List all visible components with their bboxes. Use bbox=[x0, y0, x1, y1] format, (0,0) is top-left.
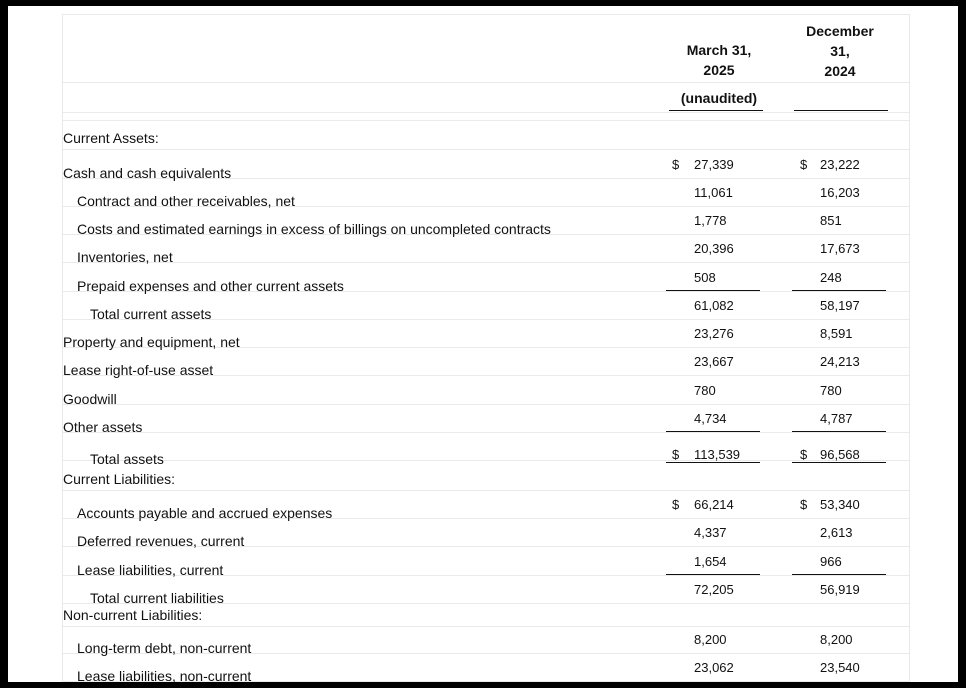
value-march-2025: 11,061 bbox=[694, 185, 733, 200]
row-label: Total assets bbox=[90, 451, 164, 467]
row-label: Prepaid expenses and other current assets bbox=[77, 278, 344, 294]
row-label: Lease liabilities, current bbox=[77, 562, 224, 578]
col2-line2: 31, bbox=[830, 43, 850, 59]
table-row bbox=[63, 405, 909, 433]
value-march-2025: 23,276 bbox=[694, 326, 734, 341]
row-label: Property and equipment, net bbox=[63, 334, 240, 350]
row-label: Long-term debt, non-current bbox=[77, 640, 252, 656]
value-march-2025: 780 bbox=[694, 383, 716, 398]
table-row bbox=[63, 320, 909, 348]
value-december-2024: 851 bbox=[820, 213, 842, 228]
table-row bbox=[63, 122, 909, 150]
table-row bbox=[63, 626, 909, 654]
row-label: Goodwill bbox=[63, 391, 117, 407]
value-march-2025: 8,200 bbox=[694, 632, 727, 647]
value-march-2025: 72,205 bbox=[694, 582, 734, 597]
col2-line1: December bbox=[806, 23, 874, 39]
value-december-2024: 4,787 bbox=[820, 411, 853, 426]
value-march-2025: 61,082 bbox=[694, 298, 734, 313]
value-december-2024: 780 bbox=[820, 383, 842, 398]
value-december-2024: 96,568 bbox=[820, 447, 860, 462]
table-row bbox=[63, 264, 909, 292]
currency-symbol: $ bbox=[672, 447, 680, 462]
value-december-2024: 248 bbox=[820, 270, 842, 285]
value-march-2025: 66,214 bbox=[694, 497, 734, 512]
table-row bbox=[63, 207, 909, 235]
table-row bbox=[63, 548, 909, 576]
table-row bbox=[63, 519, 909, 547]
row-label: Costs and estimated earnings in excess of billings on uncompleted contracts bbox=[77, 221, 551, 237]
row-label: Total current liabilities bbox=[90, 590, 224, 606]
row-label: Accounts payable and accrued expenses bbox=[77, 505, 333, 521]
value-december-2024: 23,222 bbox=[820, 157, 860, 172]
col1-line1: March 31, bbox=[686, 42, 752, 58]
table-row bbox=[63, 179, 909, 207]
currency-symbol: $ bbox=[672, 157, 680, 172]
currency-symbol: $ bbox=[800, 497, 808, 512]
currency-symbol: $ bbox=[800, 447, 808, 462]
value-march-2025: 23,667 bbox=[694, 354, 734, 369]
value-december-2024: 16,203 bbox=[820, 185, 860, 200]
value-march-2025: 4,337 bbox=[694, 525, 727, 540]
table-row bbox=[63, 377, 909, 405]
col-header-december-2024 bbox=[793, 21, 887, 81]
row-label: Deferred revenues, current bbox=[77, 533, 245, 549]
value-march-2025: 508 bbox=[694, 270, 716, 285]
table-row bbox=[63, 151, 909, 179]
document-page bbox=[8, 6, 958, 682]
value-march-2025: 23,062 bbox=[694, 660, 734, 675]
table-row bbox=[63, 654, 909, 682]
table-row bbox=[63, 348, 909, 376]
value-december-2024: 53,340 bbox=[820, 497, 860, 512]
value-december-2024: 8,591 bbox=[820, 326, 853, 341]
value-december-2024: 8,200 bbox=[820, 632, 853, 647]
col1-line2: 2025 bbox=[703, 62, 735, 78]
row-label: Cash and cash equivalents bbox=[63, 165, 232, 181]
row-label: Current Liabilities: bbox=[63, 471, 176, 487]
value-december-2024: 23,540 bbox=[820, 660, 860, 675]
balance-sheet-table bbox=[62, 14, 910, 682]
value-march-2025: 1,654 bbox=[694, 554, 727, 569]
value-december-2024: 24,213 bbox=[820, 354, 860, 369]
value-december-2024: 17,673 bbox=[820, 241, 860, 256]
row-label: Non-current Liabilities: bbox=[63, 607, 203, 623]
value-december-2024: 2,613 bbox=[820, 525, 853, 540]
value-march-2025: 27,339 bbox=[694, 157, 734, 172]
col-header-march-2025 bbox=[669, 40, 769, 80]
value-december-2024: 56,919 bbox=[820, 582, 860, 597]
col-header-unaudited: (unaudited) bbox=[680, 90, 758, 106]
value-march-2025: 20,396 bbox=[694, 241, 734, 256]
row-label: Inventories, net bbox=[77, 249, 173, 265]
value-march-2025: 113,539 bbox=[694, 447, 741, 462]
currency-symbol: $ bbox=[800, 157, 808, 172]
row-label: Lease liabilities, non-current bbox=[77, 668, 252, 682]
value-december-2024: 58,197 bbox=[820, 298, 860, 313]
row-label: Total current assets bbox=[90, 306, 212, 322]
table-row bbox=[63, 292, 909, 320]
row-label: Lease right-of-use asset bbox=[63, 362, 214, 378]
value-march-2025: 4,734 bbox=[694, 411, 727, 426]
table-row bbox=[63, 235, 909, 263]
value-december-2024: 966 bbox=[820, 554, 842, 569]
table-row bbox=[63, 491, 909, 519]
table-row bbox=[63, 599, 909, 627]
table-row bbox=[63, 433, 909, 467]
value-march-2025: 1,778 bbox=[694, 213, 727, 228]
row-label: Contract and other receivables, net bbox=[77, 193, 295, 209]
row-label: Other assets bbox=[63, 419, 143, 435]
table-row bbox=[63, 463, 909, 491]
currency-symbol: $ bbox=[672, 497, 680, 512]
row-label: Current Assets: bbox=[63, 130, 159, 146]
col2-line3: 2024 bbox=[824, 63, 856, 79]
